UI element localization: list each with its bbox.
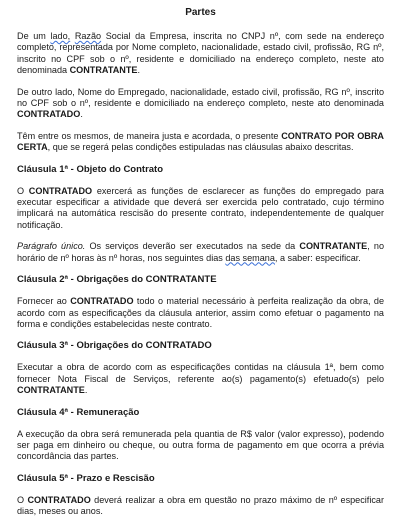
text: Cláusula 2ª - Obrigações do	[17, 274, 146, 286]
text: deverá realizar a obra em questão no prazo máximo de nº especificar dias, meses ou anos.	[17, 494, 384, 517]
text: O	[17, 494, 28, 505]
text: Fornecer ao	[17, 296, 71, 307]
spellcheck-underlined-text: das semana	[225, 252, 275, 263]
text: todo o material necessário à perfeita realização da obra, de acordo com as especificações da cláusula anterior, assim como efetuar o pagamento na forma e condições estabelecidas neste contrato.	[17, 296, 385, 329]
text: De outro lado, Nome do Empregado, nacionalidade, estado civil, profissão, RG nº, inscrito no CPF sob o nº, residente e domiciliado na endereço completo, neste ato denominada	[17, 86, 384, 109]
bold-term-contract-type: CONTRATO POR OBRA CERTA	[17, 130, 384, 153]
italic-label: Parágrafo único.	[17, 241, 86, 252]
text: .	[137, 65, 140, 76]
spellcheck-underlined-text: Razão	[74, 31, 102, 41]
bold-term-contratante: CONTRATANTE	[299, 241, 368, 252]
paragraph-contratante-party	[17, 31, 384, 77]
bold-term-contratado: CONTRATADO	[70, 296, 134, 307]
paragraph-agreement-intro	[17, 131, 384, 154]
clause-1-sole-paragraph	[17, 241, 384, 264]
clause-4-body	[17, 429, 384, 463]
spellcheck-underlined-text: lado,	[50, 31, 71, 41]
bold-term-contratante: CONTRATANTE	[69, 65, 138, 76]
document-title: Partes	[185, 7, 216, 18]
text: O	[17, 185, 29, 196]
clause-1-body	[17, 186, 384, 232]
text: Cláusula 3ª - Obrigações do	[17, 340, 146, 352]
text: Os serviços deverão ser executados na sede da	[85, 241, 300, 252]
clause-1-heading: Cláusula 1ª - Objeto do Contrato	[17, 163, 164, 175]
clause-5-body	[17, 495, 384, 518]
text: , no horário de nº horas às nº horas, nos seguintes dias	[17, 241, 384, 263]
clause-3-body	[17, 362, 384, 396]
bold-term-contratado: CONTRATADO	[17, 109, 81, 120]
text: A execução da obra será remunerada pela quantia de R$ valor (valor expresso), podendo ser paga em dinheiro ou cheque, ou outra forma de pagamento em que ocorra a prévia concordância das partes.	[17, 428, 384, 462]
text: CONTRATADO	[145, 340, 212, 352]
clause-2-heading	[17, 274, 384, 286]
text: Social da Empresa, inscrita no CNPJ nº, com sede na endereço completo, representada por Nome completo, nacionalidade, estado civil, profissão, RG nº, inscrito no CPF sob o nº, residente e domiciliado na endereço completo, neste ato denominada	[17, 31, 385, 76]
text: Executar a obra de acordo com as especificações contidas na cláusula 1ª, bem como fornecer Nota Fiscal de Serviços, referente ao(s) pagamento(s) efetuado(s) pelo	[17, 362, 384, 384]
bold-term-contratado: CONTRATADO	[28, 185, 93, 196]
bold-term-contratante: CONTRATANTE	[17, 385, 85, 396]
text: .	[84, 385, 88, 396]
clause-4-heading: Cláusula 4ª - Remuneração	[17, 406, 140, 418]
text: , a saber: especificar.	[274, 252, 361, 263]
text: Têm entre os mesmos, de maneira justa e acordada, o presente	[17, 130, 282, 141]
text: , que se regerá pelas condições estipuladas nas cláusulas abaixo descritas.	[47, 142, 354, 153]
clause-5-heading: Cláusula 5ª - Prazo e Rescisão	[17, 472, 155, 484]
text: De um	[17, 31, 51, 41]
text: exercerá as funções de esclarecer as funções do empregado para executar especificar a atividade que deverá ser exercida pelo contratado, cujo término implicará na automática rescisão do presente contrato, independentemente de qualquer notificação.	[17, 185, 384, 230]
clause-3-heading	[17, 340, 384, 352]
paragraph-contratado-party	[17, 87, 384, 121]
text: .	[80, 109, 83, 120]
clause-2-body	[17, 296, 384, 330]
bold-term-contratado: CONTRATADO	[27, 494, 91, 505]
text: CONTRATANTE	[145, 274, 217, 286]
